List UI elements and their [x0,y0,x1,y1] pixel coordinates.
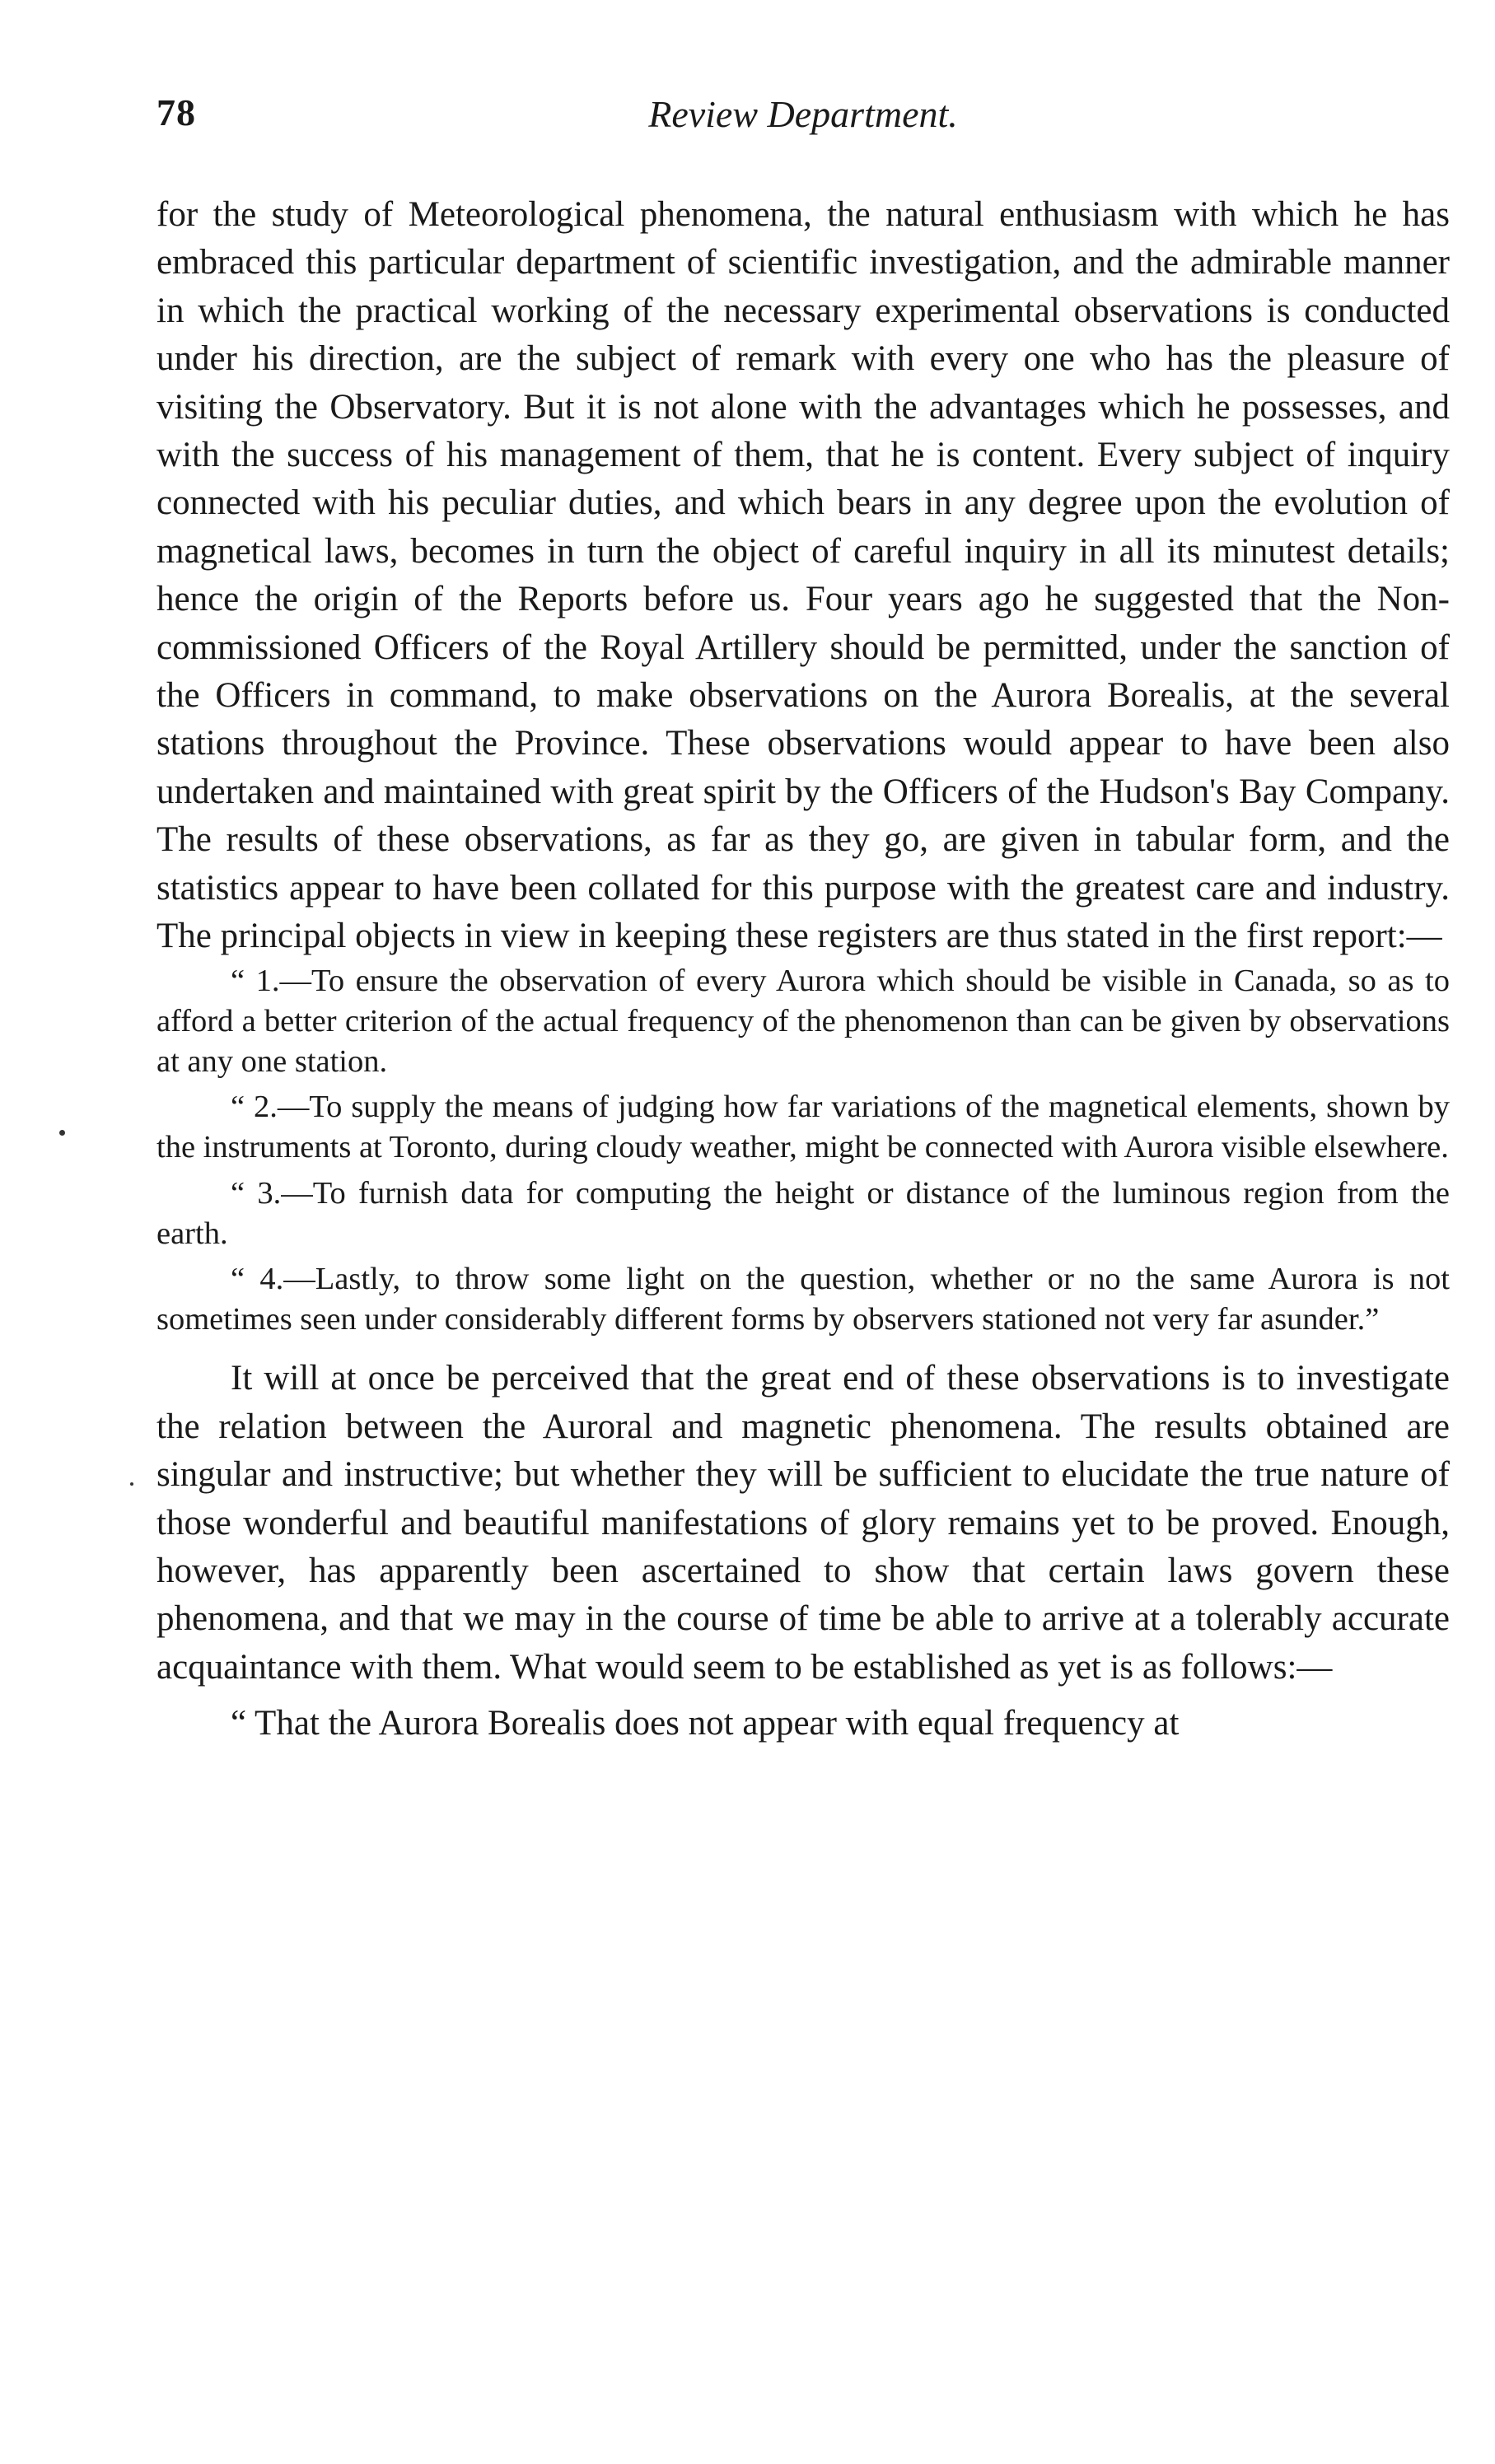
stray-ink-mark [130,1482,133,1486]
paragraph-continued: for the study of Meteorological phenomena, the natural enthusiasm with which he has embraced this particular department of scientific investigation, and the admirable manner in which the practical working of the necessary experimental observations is conducted under his direction, are the subject of remark with every one who has the pleasure of visiting the Observatory. But it is not alone with the advantages which he possesses, and with the success of his management of them, that he is content. Every subject of inquiry connected with his peculiar duties, and which bears in any degree upon the evolution of magnetical laws, becomes in turn the object of careful inquiry in all its minutest details; hence the origin of the Reports before us. Four years ago he suggested that the Non-commissioned Officers of the Royal Artillery should be permitted, under the sanction of the Officers in command, to make observations on the Aurora Borealis, at the several stations throughout the Province. These observations would appear to have been also undertaken and maintained with great spirit by the Officers of the Hudson's Bay Company. The results of these observations, as far as they go, are given in tabular form, and the statistics appear to have been collated for this purpose with the greatest care and industry. The principal objects in view in keeping these registers are thus stated in the first report:— [157,195,1450,956]
page-number: 78 [157,91,196,133]
body-text-continued [157,1355,1450,1748]
block-quote [157,961,1450,1341]
quote-item: “ 1.—To ensure the observation of every Aurora which should be visible in Canada, so as to afford a better criterion of the actual frequency of the phenomenon than can be given by observations at any one station. [157,963,1450,1079]
body-text [157,191,1450,961]
book-page [157,82,1450,1748]
quote-item: “ 4.—Lastly, to throw some light on the question, whether or no the same Aurora is not sometimes seen under considerably different forms by observers stationed not very far asunder.” [157,1261,1450,1337]
stray-ink-mark [59,1130,65,1136]
quote-item: “ 2.—To supply the means of judging how far variations of the magnetical elements, shown by the instruments at Toronto, during cloudy weather, might be connected with Aurora visible elsewhere. [157,1090,1450,1165]
running-head: Review Department. [648,93,958,135]
quote-item: “ 3.—To furnish data for computing the height or distance of the luminous region from the earth. [157,1175,1450,1251]
page-header [157,82,1450,156]
paragraph: It will at once be perceived that the great end of these observations is to investigate the relation between the Auroral and magnetic phenomena. The results obtained are singular and instructive; but whether they will be sufficient to elucidate the true nature of those wonderful and beautiful manifestations of glory remains yet to be proved. Enough, however, has apparently been ascertained to show that certain laws govern these phenomena, and that we may in the course of time be able to arrive at a tolerably accurate acquaintance with them. What would seem to be established as yet is as follows:— [157,1359,1450,1687]
paragraph: “ That the Aurora Borealis does not appear with equal frequency at [231,1704,1180,1743]
